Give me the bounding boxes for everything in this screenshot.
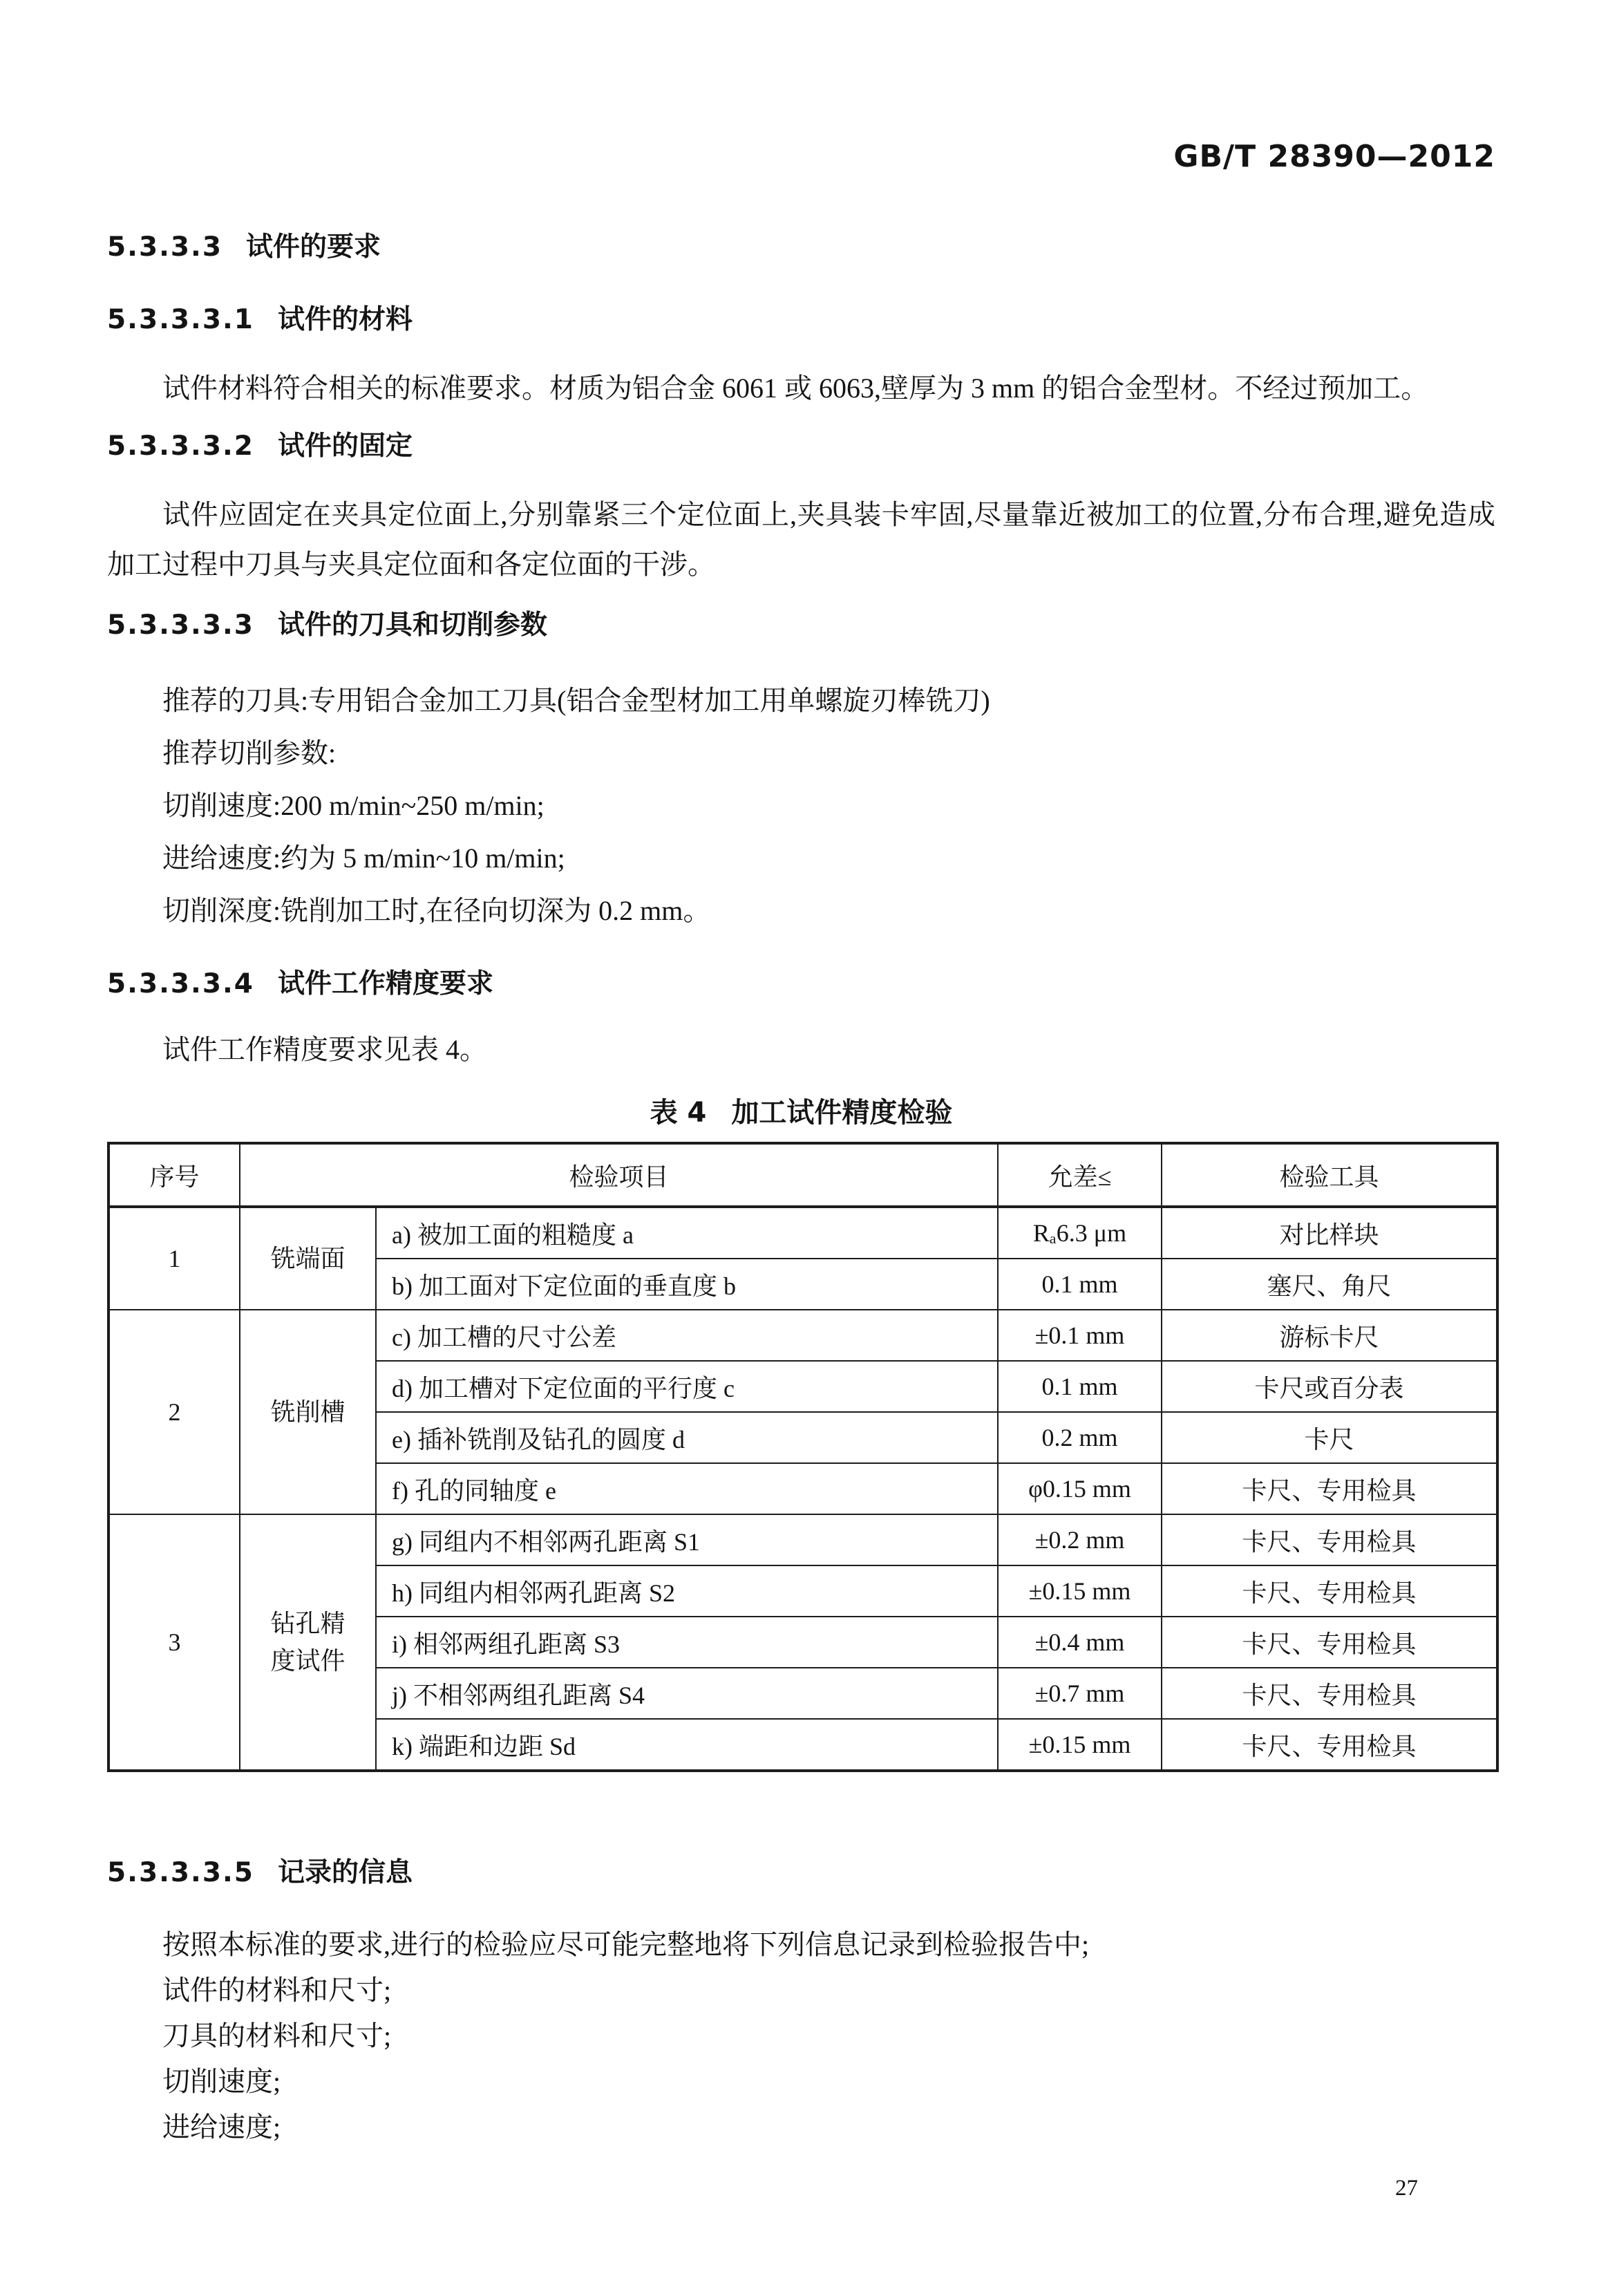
section-number: 5.3.3.3.4 — [107, 968, 254, 999]
cell-tolerance: 0.2 mm — [998, 1412, 1162, 1463]
group-name-text: 铣削槽 — [270, 1398, 346, 1426]
cell-item: k) 端距和边距 Sd — [376, 1719, 998, 1771]
cell-tolerance: ±0.4 mm — [998, 1617, 1162, 1668]
list-line: 试件的材料和尺寸; — [162, 1975, 392, 2006]
section-title: 试件的刀具和切削参数 — [277, 610, 547, 641]
cell-tolerance: 0.1 mm — [998, 1259, 1162, 1310]
table-caption-title: 加工试件精度检验 — [731, 1097, 953, 1129]
cell-seq: 2 — [108, 1310, 240, 1514]
cell-tool: 游标卡尺 — [1162, 1310, 1497, 1361]
table-row — [108, 1207, 1497, 1259]
cell-tool: 卡尺、专用检具 — [1162, 1565, 1497, 1617]
cutting-parameter-list — [107, 675, 1495, 937]
table-caption — [107, 1099, 1495, 1127]
section-heading-5-3-3-3-3 — [107, 612, 1599, 639]
table-caption-number: 表 4 — [650, 1097, 707, 1129]
col-header-tool: 检验工具 — [1162, 1143, 1497, 1207]
section-title: 记录的信息 — [277, 1857, 413, 1888]
cell-seq: 1 — [108, 1207, 240, 1310]
cell-item: f) 孔的同轴度 e — [376, 1463, 998, 1514]
cell-tool: 卡尺、专用检具 — [1162, 1617, 1497, 1668]
table-row — [108, 1310, 1497, 1361]
section-heading-5-3-3-3-4 — [107, 970, 1599, 997]
section-title: 试件的材料 — [277, 304, 413, 335]
standard-number: GB/T 28390—2012 — [1173, 139, 1495, 174]
cell-tool: 卡尺或百分表 — [1162, 1361, 1497, 1412]
section-heading-5-3-3-3-5 — [107, 1859, 1599, 1886]
cell-item: e) 插补铣削及钻孔的圆度 d — [376, 1412, 998, 1463]
section-number: 5.3.3.3.1 — [107, 304, 254, 335]
page-number: 27 — [1395, 2176, 1418, 2201]
list-line: 切削速度; — [162, 2066, 281, 2097]
group-name-text: 钻孔精度试件 — [270, 1610, 346, 1675]
cell-tool: 卡尺、专用检具 — [1162, 1668, 1497, 1719]
list-line: 切削速度:200 m/min~250 m/min; — [162, 790, 545, 821]
cell-tool: 对比样块 — [1162, 1207, 1497, 1259]
recorded-info-list — [107, 1922, 1495, 2150]
cell-tolerance: 0.1 mm — [998, 1361, 1162, 1412]
list-line: 进给速度; — [162, 2111, 281, 2143]
cell-item: d) 加工槽对下定位面的平行度 c — [376, 1361, 998, 1412]
section-number: 5.3.3.3.5 — [107, 1857, 254, 1888]
cell-tolerance: ±0.7 mm — [998, 1668, 1162, 1719]
cell-tool: 卡尺、专用检具 — [1162, 1514, 1497, 1565]
col-header-tolerance: 允差≤ — [998, 1143, 1162, 1207]
cell-tool: 塞尺、角尺 — [1162, 1259, 1497, 1310]
cell-tolerance: ±0.15 mm — [998, 1719, 1162, 1771]
cell-tolerance: ±0.2 mm — [998, 1514, 1162, 1565]
col-header-seq: 序号 — [108, 1143, 240, 1207]
cell-group-name — [240, 1514, 376, 1771]
cell-item: j) 不相邻两组孔距离 S4 — [376, 1668, 998, 1719]
group-name-text: 铣端面 — [270, 1245, 346, 1272]
cell-tolerance: φ0.15 mm — [998, 1463, 1162, 1514]
section-number: 5.3.3.3.2 — [107, 431, 254, 462]
cell-item: a) 被加工面的粗糙度 a — [376, 1207, 998, 1259]
list-line: 刀具的材料和尺寸; — [162, 2020, 392, 2051]
precision-inspection-table — [107, 1142, 1499, 1772]
list-line: 按照本标准的要求,进行的检验应尽可能完整地将下列信息记录到检验报告中; — [162, 1929, 1090, 1960]
cell-tool: 卡尺 — [1162, 1412, 1497, 1463]
cell-tolerance: ±0.1 mm — [998, 1310, 1162, 1361]
cell-group-name — [240, 1207, 376, 1310]
cell-item: i) 相邻两组孔距离 S3 — [376, 1617, 998, 1668]
section-title: 试件工作精度要求 — [277, 968, 493, 999]
paragraph-fixing: 试件应固定在夹具定位面上,分别靠紧三个定位面上,夹具装卡牢固,尽量靠近被加工的位置,分布合理,避免造成加工过程中刀具与夹具定位面和各定位面的干涉。 — [107, 499, 1495, 580]
section-heading-5-3-3-3 — [107, 234, 1599, 261]
cell-tolerance: Rₐ6.3 μm — [998, 1207, 1162, 1259]
paragraph-material: 试件材料符合相关的标准要求。材质为铝合金 6061 或 6063,壁厚为 3 mm 的铝合金型材。不经过预加工。 — [162, 373, 1429, 404]
paragraph-see-table4: 试件工作精度要求见表 4。 — [162, 1034, 487, 1065]
cell-item: c) 加工槽的尺寸公差 — [376, 1310, 998, 1361]
section-title: 试件的要求 — [246, 232, 381, 263]
section-number: 5.3.3.3.3 — [107, 610, 254, 641]
section-title: 试件的固定 — [277, 431, 413, 462]
cell-item: h) 同组内相邻两孔距离 S2 — [376, 1565, 998, 1617]
list-line: 切削深度:铣削加工时,在径向切深为 0.2 mm。 — [162, 895, 711, 926]
table-header-row — [108, 1143, 1497, 1207]
section-number: 5.3.3.3 — [107, 232, 223, 263]
section-heading-5-3-3-3-1 — [107, 306, 1599, 333]
list-line: 推荐切削参数: — [162, 737, 337, 769]
table-row — [108, 1514, 1497, 1565]
cell-tool: 卡尺、专用检具 — [1162, 1463, 1497, 1514]
cell-item: g) 同组内不相邻两孔距离 S1 — [376, 1514, 998, 1565]
cell-item: b) 加工面对下定位面的垂直度 b — [376, 1259, 998, 1310]
cell-tolerance: ±0.15 mm — [998, 1565, 1162, 1617]
list-line: 推荐的刀具:专用铝合金加工刀具(铝合金型材加工用单螺旋刃棒铣刀) — [162, 685, 990, 716]
col-header-item: 检验项目 — [240, 1143, 998, 1207]
section-heading-5-3-3-3-2 — [107, 433, 1599, 460]
list-line: 进给速度:约为 5 m/min~10 m/min; — [162, 843, 565, 874]
cell-seq: 3 — [108, 1514, 240, 1771]
cell-group-name — [240, 1310, 376, 1514]
cell-tool: 卡尺、专用检具 — [1162, 1719, 1497, 1771]
